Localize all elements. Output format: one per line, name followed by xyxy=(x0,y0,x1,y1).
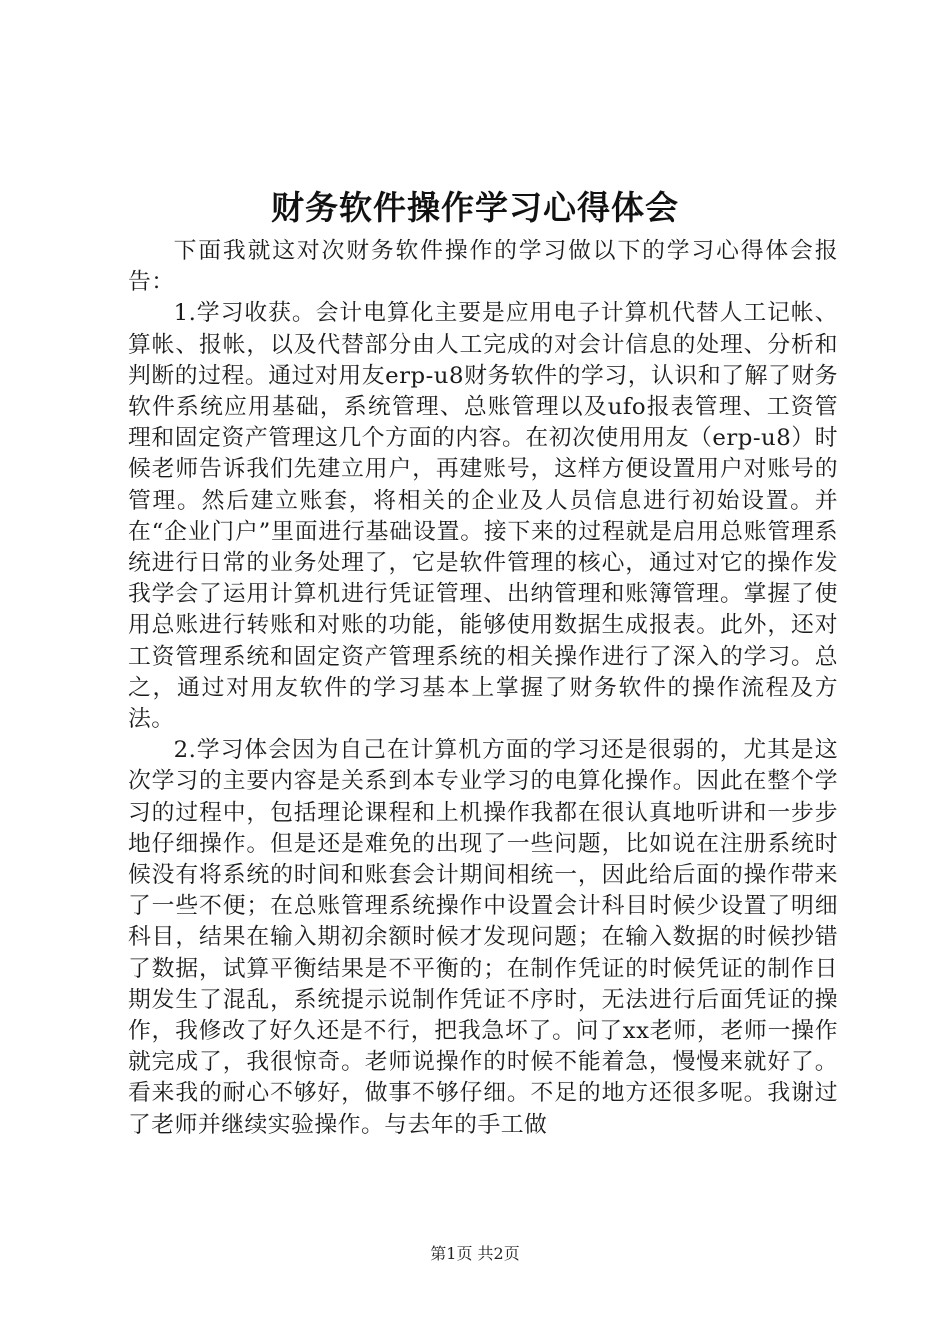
paragraph-learning-gains: 1.学习收获。会计电算化主要是应用电子计算机代替人工记帐、算帐、报帐，以及代替部分由人工完成的对会计信息的处理、分析和判断的过程。通过对用友erp-u8财务软件的学习，认识和了解了财务软件系统应用基础，系统管理、总账管理以及ufo报表管理、工资管理和固定资产管理这几个方面的内容。在初次使用用友（erp-u8）时候老师告诉我们先建立用户，再建账号，这样方便设置用户对账号的管理。然后建立账套，将相关的企业及人员信息进行初始设置。并在“企业门户”里面进行基础设置。接下来的过程就是启用总账管理系统进行日常的业务处理了，它是软件管理的核心，通过对它的操作发我学会了运用计算机进行凭证管理、出纳管理和账簿管理。掌握了使用总账进行转账和对账的功能，能够使用数据生成报表。此外，还对工资管理系统和固定资产管理系统的相关操作进行了深入的学习。总之，通过对用友软件的学习基本上掌握了财务软件的操作流程及方法。 xyxy=(128,300,838,733)
document-title: 财务软件操作学习心得体会 xyxy=(271,188,679,227)
paragraph-intro: 下面我就这对次财务软件操作的学习做以下的学习心得体会报告： xyxy=(128,238,838,296)
page-footer: 第1页 共2页 xyxy=(430,1244,520,1263)
paragraph-learning-experience: 2.学习体会因为自己在计算机方面的学习还是很弱的，尤其是这次学习的主要内容是关系到本专业学习的电算化操作。因此在整个学习的过程中，包括理论课程和上机操作我都在很认真地听讲和一步步地仔细操作。但是还是难免的出现了一些问题，比如说在注册系统时候没有将系统的时间和账套会计期间相统一，因此给后面的操作带来了一些不便；在总账管理系统操作中设置会计科目时候少设置了明细科目，结果在输入期初余额时候才发现问题；在输入数据的时候抄错了数据，试算平衡结果是不平衡的；在制作凭证的时候凭证的制作日期发生了混乱，系统提示说制作凭证不序时，无法进行后面凭证的操作，我修改了好久还是不行，把我急坏了。问了xx老师，老师一操作就完成了，我很惊奇。老师说操作的时候不能着急，慢慢来就好了。看来我的耐心不够好，做事不够仔细。不足的地方还很多呢。我谢过了老师并继续实验操作。与去年的手工做 xyxy=(128,737,838,1138)
document-body xyxy=(128,236,838,1141)
